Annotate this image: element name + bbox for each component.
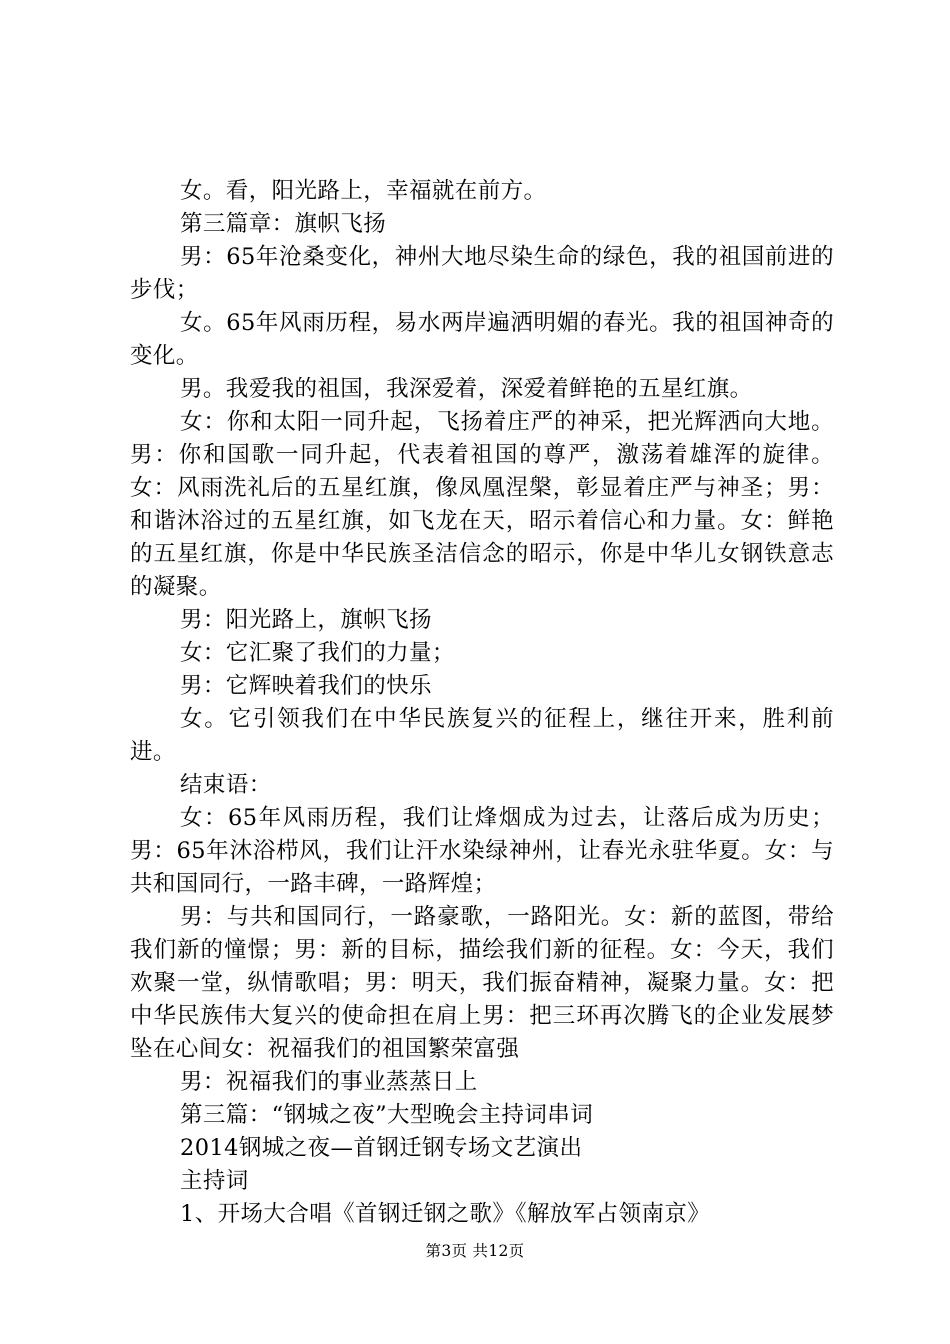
paragraph-9: 男：它辉映着我们的快乐 [180, 673, 432, 699]
document-body [130, 175, 834, 1231]
paragraph-14: 男：祝福我们的事业蒸蒸日上 [180, 1069, 478, 1095]
paragraph-8: 女：它汇聚了我们的力量； [180, 640, 455, 666]
paragraph-1: 女。看，阳光路上，幸福就在前方。 [180, 178, 547, 204]
paragraph-10: 女。它引领我们在中华民族复兴的征程上，继往开来，胜利前进。 [130, 706, 834, 765]
paragraph-16: 2014钢城之夜—首钢迁钢专场文艺演出 [180, 1135, 583, 1161]
paragraph-6: 女：你和太阳一同升起，飞扬着庄严的神采，把光辉洒向大地。男：你和国歌一同升起，代表着祖国的尊严，激荡着雄浑的旋律。女：风雨洗礼后的五星红旗，像凤凰涅槃，彰显着庄严与神圣；男：和谐沐浴过的五星红旗，如飞龙在天，昭示着信心和力量。女：鲜艳的五星红旗，你是中华民族圣洁信念的昭示，你是中华儿女钢铁意志的凝聚。 [130, 409, 834, 600]
paragraph-18: 1、开场大合唱《首钢迁钢之歌》《解放军占领南京》 [180, 1201, 711, 1227]
paragraph-5: 男。我爱我的祖国，我深爱着，深爱着鲜艳的五星红旗。 [180, 376, 753, 402]
paragraph-3: 男：65年沧桑变化，神州大地尽染生命的绿色，我的祖国前进的步伐； [130, 244, 834, 303]
paragraph-17: 主持词 [180, 1168, 249, 1194]
paragraph-13: 男：与共和国同行，一路豪歌，一路阳光。女：新的蓝图，带给我们新的憧憬；男：新的目标，描绘我们新的征程。女：今天，我们欢聚一堂，纵情歌唱；男：明天，我们振奋精神，凝聚力量。女：把中华民族伟大复兴的使命担在肩上男：把三环再次腾飞的企业发展梦坠在心间女：祝福我们的祖国繁荣富强 [130, 904, 834, 1062]
paragraph-2: 第三篇章：旗帜飞扬 [180, 211, 387, 237]
paragraph-15: 第三篇：“钢城之夜”大型晚会主持词串词 [180, 1102, 594, 1128]
paragraph-11: 结束语： [180, 772, 272, 798]
page-number-footer: 第3页 共12页 [425, 1242, 525, 1260]
paragraph-7: 男：阳光路上，旗帜飞扬 [180, 607, 432, 633]
paragraph-12: 女：65年风雨历程，我们让烽烟成为过去，让落后成为历史；男：65年沐浴栉风，我们让汗水染绿神州，让春光永驻华夏。女：与共和国同行，一路丰碑，一路辉煌； [130, 805, 834, 897]
paragraph-4: 女。65年风雨历程，易水两岸遍洒明媚的春光。我的祖国神奇的变化。 [130, 310, 834, 369]
